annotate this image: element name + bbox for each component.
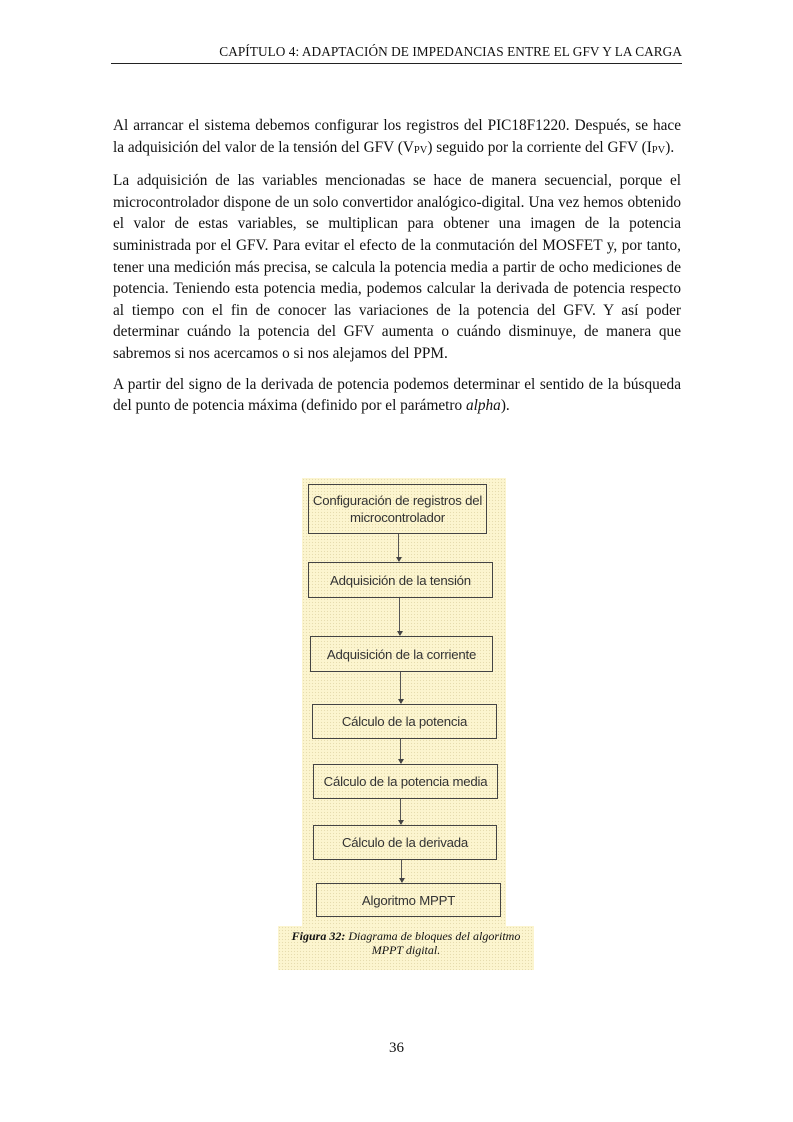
block-average-power: Cálculo de la potencia media bbox=[313, 764, 498, 799]
page-number: 36 bbox=[389, 1040, 404, 1056]
caption-label: Figura 32: bbox=[291, 929, 346, 943]
arrow-down-icon bbox=[400, 739, 401, 763]
arrow-down-icon bbox=[400, 672, 401, 703]
header-divider bbox=[111, 63, 682, 64]
figure-caption bbox=[280, 929, 532, 957]
paragraph-1: Al arrancar el sistema debemos configurar los registros del PIC18F1220. Después, se hace la adquisición del valor de la tensión del GFV (VPV) seguido por la corriente del GFV (IPV). bbox=[113, 117, 681, 156]
arrow-down-icon bbox=[401, 860, 402, 882]
caption-text: Diagrama de bloques del algoritmo MPPT digital. bbox=[345, 929, 521, 957]
block-mppt-algorithm: Algoritmo MPPT bbox=[316, 883, 501, 917]
body-text bbox=[113, 115, 681, 426]
block-power-calculation: Cálculo de la potencia bbox=[312, 704, 497, 739]
block-config-registers: Configuración de registros del microcontrolador bbox=[308, 484, 487, 534]
block-voltage-acquisition: Adquisición de la tensión bbox=[308, 562, 493, 598]
block-current-acquisition: Adquisición de la corriente bbox=[310, 636, 493, 672]
arrow-down-icon bbox=[400, 799, 401, 824]
running-header: CAPÍTULO 4: ADAPTACIÓN DE IMPEDANCIAS ENTRE EL GFV Y LA CARGA bbox=[219, 44, 682, 59]
arrow-down-icon bbox=[399, 598, 400, 635]
paragraph-2: La adquisición de las variables mencionadas se hace de manera secuencial, porque el microcontrolador dispone de un solo convertidor analógico-digital. Una vez hemos obtenido el valor de estas variables, se multiplican para obtener una imagen de la potencia suministrada por el GFV. Para evitar el efecto de la conmutación del MOSFET y, por tanto, tener una medición más precisa, se calcula la potencia media a partir de ocho mediciones de potencia. Teniendo esta potencia media, podemos calcular la derivada de potencia respecto al tiempo con el fin de conocer las variaciones de la potencia del GFV. Y así poder determinar cuándo la potencia del GFV aumenta o cuándo disminuye, de manera que sabremos si nos acercamos o si nos alejamos del PPM. bbox=[113, 172, 681, 362]
paragraph-3: A partir del signo de la derivada de potencia podemos determinar el sentido de la búsqueda del punto de potencia máxima (definido por el parámetro alpha). bbox=[113, 375, 681, 415]
arrow-down-icon bbox=[398, 534, 399, 561]
block-derivative: Cálculo de la derivada bbox=[313, 825, 497, 860]
